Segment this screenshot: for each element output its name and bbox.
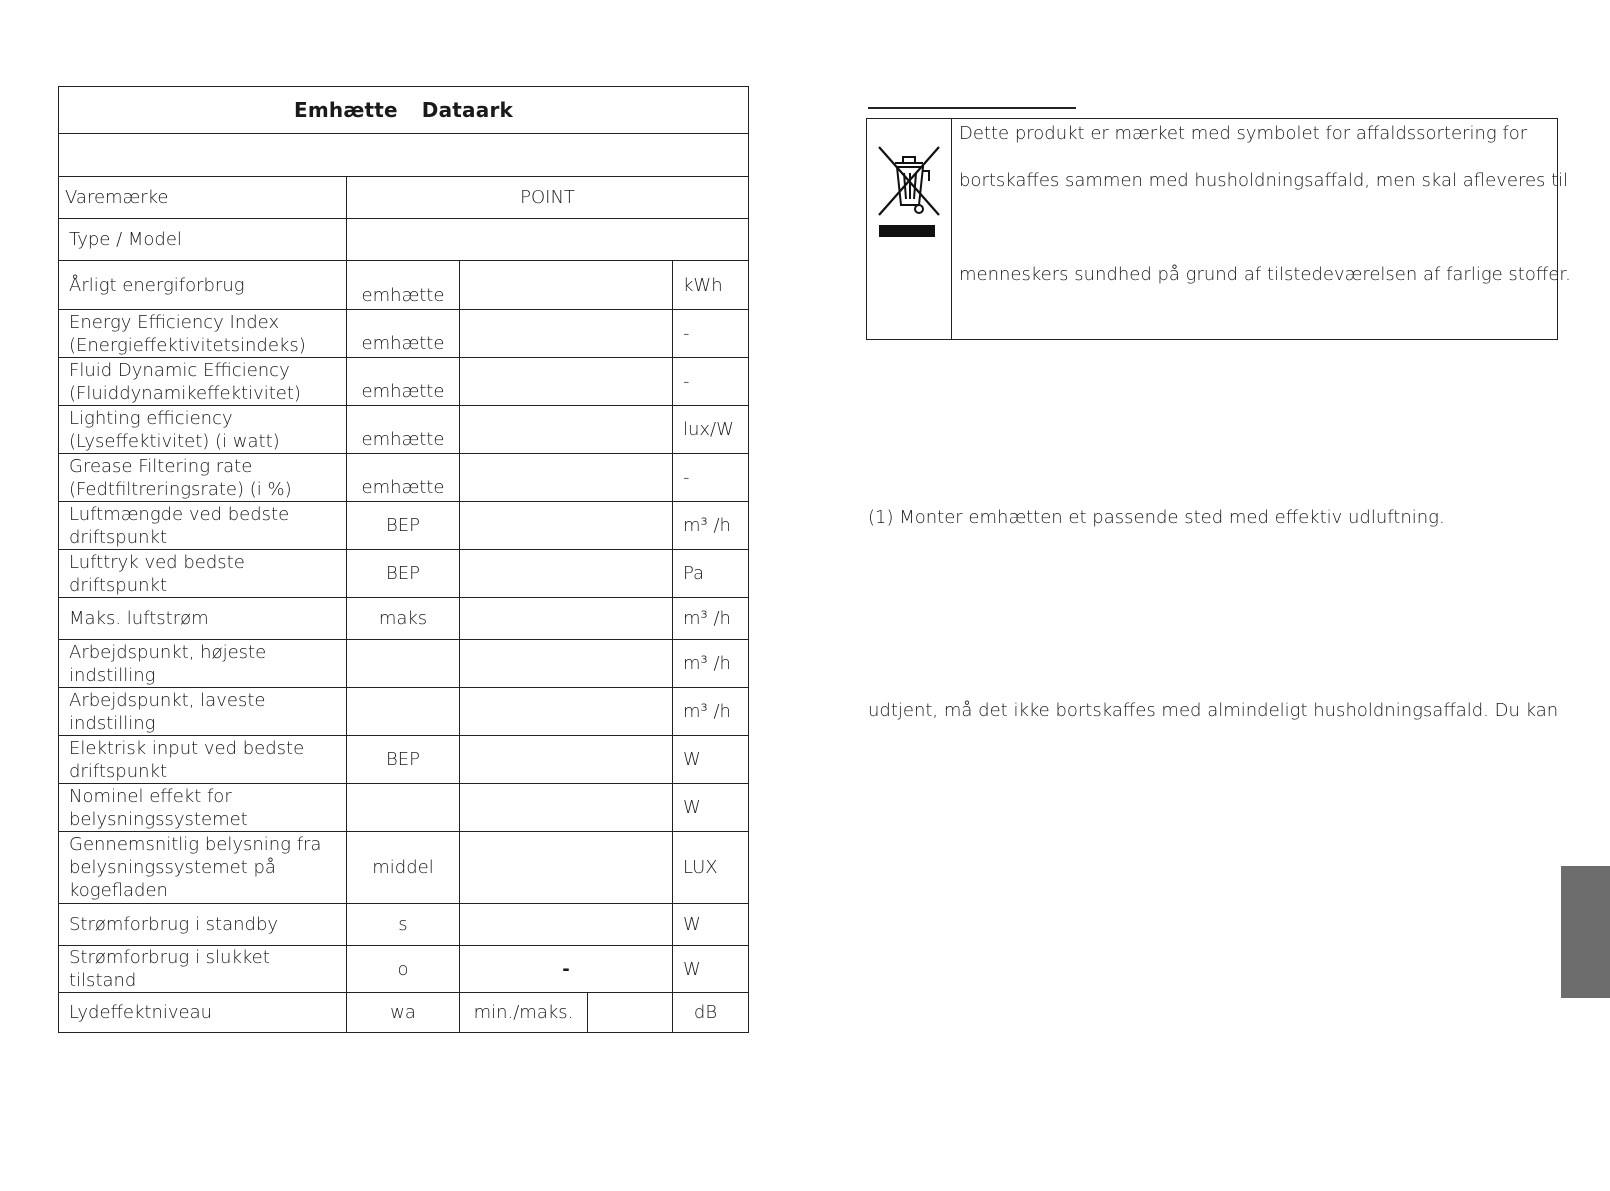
unit-cell: W (673, 904, 749, 946)
param-cell: Luftmængde ved bedste driftspunkt (59, 502, 347, 550)
symbol-cell: middel (347, 832, 460, 904)
unit-cell: - (673, 454, 749, 502)
symbol-cell: emhætte (347, 358, 460, 406)
param-cell: Arbejdspunkt, højeste indstilling (59, 640, 347, 688)
value-cell (460, 598, 673, 640)
symbol-cell (347, 688, 460, 736)
unit-cell: - (673, 358, 749, 406)
param-cell: Energy Efficiency Index (Energieffektivitetsindeks) (59, 310, 347, 358)
unit-cell: W (673, 736, 749, 784)
unit-cell: - (673, 310, 749, 358)
weee-text-line-2: bortskaffes sammen med husholdningsaffald, men skal afleveres til (959, 170, 1569, 191)
weee-text-line-1: Dette produkt er mærket med symbolet for affaldssortering for (959, 123, 1528, 144)
value-cell (460, 261, 673, 310)
value-cell (460, 310, 673, 358)
brand-value: POINT (347, 177, 749, 219)
side-page-tab (1561, 866, 1610, 998)
value-cell (460, 550, 673, 598)
disposal-note: udtjent, må det ikke bortskaffes med almindeligt husholdningsaffald. Du kan (868, 700, 1559, 721)
value-cell (460, 502, 673, 550)
value-cell (460, 688, 673, 736)
unit-cell: lux/W (673, 406, 749, 454)
unit-cell: dB (673, 993, 749, 1033)
symbol-cell (347, 640, 460, 688)
minmax-cell: min./maks. (460, 993, 588, 1033)
value-cell (460, 784, 673, 832)
weee-notice-box (866, 118, 1571, 340)
symbol-cell: o (347, 946, 460, 993)
unit-cell: LUX (673, 832, 749, 904)
value-cell (460, 640, 673, 688)
weee-text-line-3: menneskers sundhed på grund af tilstedeværelsen af farlige stoffer. (959, 264, 1571, 285)
hood-datasheet-table (58, 86, 749, 1033)
unit-cell: m³ /h (673, 598, 749, 640)
symbol-cell: wa (347, 993, 460, 1033)
blank-row (59, 134, 749, 177)
unit-cell: W (673, 784, 749, 832)
value-cell: - (460, 946, 673, 993)
model-label: Type / Model (59, 219, 347, 261)
param-cell: Maks. luftstrøm (59, 598, 347, 640)
value-cell (460, 454, 673, 502)
param-cell: Strømforbrug i slukket tilstand (59, 946, 347, 993)
param-cell: Lufttryk ved bedste driftspunkt (59, 550, 347, 598)
title-part-hood: Emhætte (294, 97, 398, 122)
model-value (347, 219, 749, 261)
unit-cell: m³ /h (673, 640, 749, 688)
title-part-datasheet: Dataark (421, 97, 514, 122)
unit-cell: m³ /h (673, 688, 749, 736)
symbol-cell: emhætte (347, 310, 460, 358)
param-cell: Fluid Dynamic Efficiency (Fluiddynamikeffektivitet) (59, 358, 347, 406)
param-cell: Arbejdspunkt, laveste indstilling (59, 688, 347, 736)
datasheet-title (59, 87, 749, 134)
param-cell: Lighting efficiency (Lyseffektivitet) (i watt) (59, 406, 347, 454)
crossed-out-wheelie-bin-icon (873, 141, 945, 241)
unit-cell: kWh (673, 261, 749, 310)
value-cell (460, 736, 673, 784)
value-cell (460, 832, 673, 904)
value-cell (588, 993, 673, 1033)
symbol-cell: emhætte (347, 406, 460, 454)
brand-label: Varemærke (59, 177, 347, 219)
symbol-cell: BEP (347, 502, 460, 550)
param-cell: Gennemsnitlig belysning fra belysningssystemet på kogefladen (59, 832, 347, 904)
param-cell: Grease Filtering rate (Fedtfiltreringsrate) (i %) (59, 454, 347, 502)
unit-cell: Pa (673, 550, 749, 598)
value-cell (460, 358, 673, 406)
param-cell: Nominel effekt for belysningssystemet (59, 784, 347, 832)
param-cell: Lydeffektniveau (59, 993, 347, 1033)
value-cell (460, 904, 673, 946)
symbol-cell: emhætte (347, 454, 460, 502)
weee-icon-cell (867, 119, 952, 339)
symbol-cell: emhætte (347, 261, 460, 310)
symbol-cell (347, 784, 460, 832)
param-cell: Årligt energiforbrug (59, 261, 347, 310)
unit-cell: m³ /h (673, 502, 749, 550)
param-cell: Strømforbrug i standby (59, 904, 347, 946)
symbol-cell: BEP (347, 736, 460, 784)
section-heading-rule (868, 107, 1076, 109)
symbol-cell: maks (347, 598, 460, 640)
install-instruction: (1) Monter emhætten et passende sted med effektiv udluftning. (868, 507, 1445, 528)
param-cell: Elektrisk input ved bedste driftspunkt (59, 736, 347, 784)
unit-cell: W (673, 946, 749, 993)
value-cell (460, 406, 673, 454)
symbol-cell: s (347, 904, 460, 946)
symbol-cell: BEP (347, 550, 460, 598)
